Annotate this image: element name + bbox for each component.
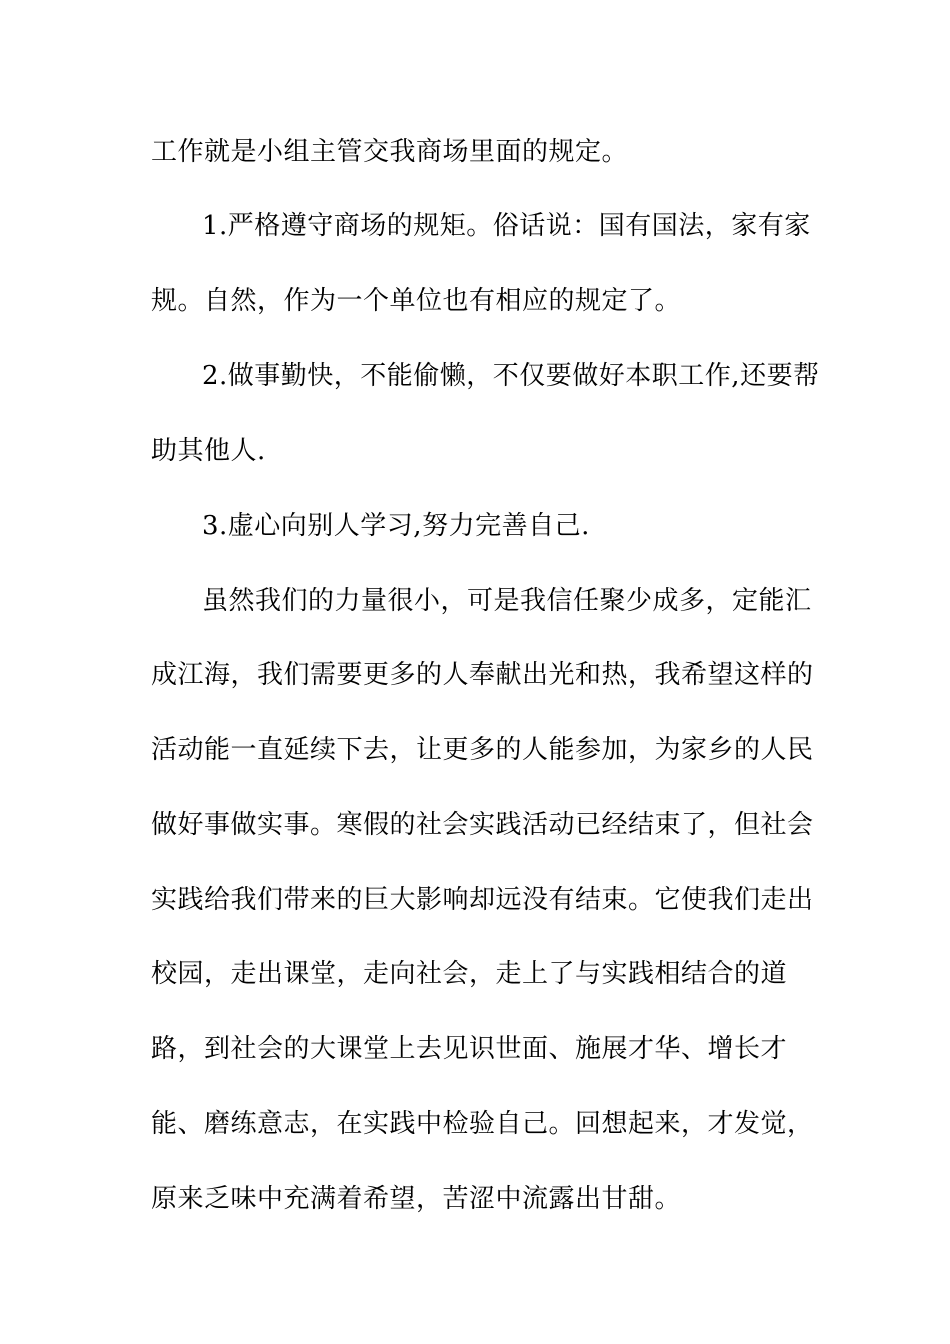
text-line: 原来乏味中充满着希望，苦涩中流露出甘甜。 xyxy=(151,1184,682,1214)
list-item-1: 1.严格遵守商场的规矩。俗话说：国有国法，家有家 xyxy=(202,211,811,241)
text-line: 规。自然，作为一个单位也有相应的规定了。 xyxy=(151,286,682,316)
text-line: 工作就是小组主管交我商场里面的规定。 xyxy=(151,137,629,167)
text-line: 活动能一直延续下去，让更多的人能参加，为家乡的人民 xyxy=(151,735,814,765)
text-line: 路，到社会的大课堂上去见识世面、施展才华、增长才 xyxy=(151,1034,788,1064)
text-line: 助其他人. xyxy=(151,436,266,466)
list-item-3: 3.虚心向别人学习,努力完善自己. xyxy=(202,511,590,541)
paragraph-start: 虽然我们的力量很小，可是我信任聚少成多，定能汇 xyxy=(202,586,812,616)
text-line: 做好事做实事。寒假的社会实践活动已经结束了，但社会 xyxy=(151,810,814,840)
text-line: 能、磨练意志，在实践中检验自己。回想起来，才发觉， xyxy=(151,1109,814,1139)
text-line: 校园，走出课堂，走向社会，走上了与实践相结合的道 xyxy=(151,959,788,989)
list-item-2: 2.做事勤快，不能偷懒，不仅要做好本职工作,还要帮 xyxy=(202,361,820,391)
text-line: 实践给我们带来的巨大影响却远没有结束。它使我们走出 xyxy=(151,885,814,915)
text-line: 成江海，我们需要更多的人奉献出光和热，我希望这样的 xyxy=(151,660,814,690)
